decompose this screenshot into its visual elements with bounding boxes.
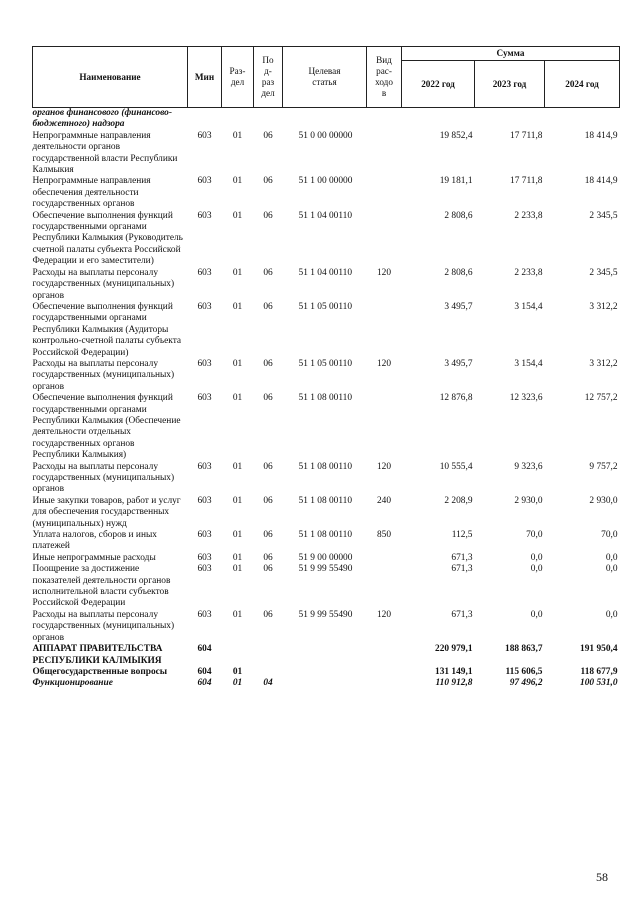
table-row	[33, 553, 620, 564]
row-value-2024: 2 345,5	[589, 267, 618, 278]
row-razdel: 01	[232, 495, 243, 506]
table-row	[33, 393, 620, 461]
header-min: Мин	[188, 47, 222, 108]
row-expense-type	[367, 667, 402, 678]
row-min: 603	[197, 176, 212, 187]
row-expense-type	[367, 211, 402, 268]
row-expense-type	[367, 553, 402, 564]
row-target-article: 51 0 00 00000	[298, 130, 353, 141]
row-value-2024: 3 312,2	[589, 301, 618, 312]
row-target-article: 51 1 05 00110	[298, 358, 353, 369]
row-razdel: 01	[232, 358, 243, 369]
row-min: 603	[197, 210, 212, 221]
header-razdel: Раз- дел	[222, 47, 254, 108]
row-min: 603	[197, 393, 212, 404]
row-expense-type: 120	[376, 267, 392, 278]
row-value-2024: 18 414,9	[584, 176, 618, 187]
row-value-2024: 9 757,2	[589, 461, 618, 472]
row-value-2023: 70,0	[526, 530, 543, 541]
row-value-2024: 100 531,0	[580, 678, 618, 689]
row-value-2022: 2 808,6	[444, 267, 473, 278]
header-year-2022: 2022 год	[402, 61, 475, 108]
row-podrazdel: 06	[263, 210, 273, 221]
row-value-2023: 2 233,8	[514, 267, 543, 278]
row-value-2024: 12 757,2	[584, 393, 618, 404]
row-name: Расходы на выплаты персоналу государственных (муниципальных) органов	[32, 358, 175, 392]
row-expense-type	[367, 131, 402, 177]
row-name: Уплата налогов, сборов и иных платежей	[32, 530, 157, 552]
row-target-article	[283, 108, 367, 131]
row-podrazdel: 06	[263, 267, 273, 278]
row-podrazdel: 04	[263, 678, 273, 689]
row-razdel: 01	[232, 552, 243, 563]
table-header	[33, 47, 620, 108]
row-expense-type: 120	[376, 609, 392, 620]
table-row	[33, 359, 620, 393]
row-podrazdel: 06	[263, 358, 273, 369]
row-value-2024: 0,0	[605, 609, 618, 620]
row-min: 604	[197, 666, 212, 677]
row-razdel: 01	[232, 666, 243, 677]
row-value-2022: 19 852,4	[439, 130, 473, 141]
row-value-2022: 220 979,1	[435, 644, 473, 655]
row-min: 603	[197, 358, 212, 369]
row-podrazdel: 06	[263, 495, 273, 506]
row-target-article: 51 1 00 00000	[298, 176, 353, 187]
row-min: 603	[197, 552, 212, 563]
header-target-article: Целевая статья	[283, 47, 367, 108]
row-podrazdel: 06	[263, 552, 273, 563]
row-value-2022: 19 181,1	[439, 176, 473, 187]
row-value-2024: 118 677,9	[580, 666, 618, 677]
row-razdel	[222, 644, 254, 667]
row-expense-type	[367, 644, 402, 667]
row-target-article: 51 1 05 00110	[298, 301, 353, 312]
row-value-2023: 0,0	[530, 552, 543, 563]
row-min: 603	[197, 609, 212, 620]
row-razdel: 01	[232, 130, 243, 141]
row-value-2023: 97 496,2	[509, 678, 543, 689]
row-value-2022: 131 149,1	[435, 666, 473, 677]
row-razdel: 01	[232, 609, 243, 620]
row-target-article: 51 9 99 55490	[298, 609, 353, 620]
row-target-article	[283, 644, 367, 667]
row-name: Непрограммные направления обеспечения деятельности государственных органов	[32, 176, 151, 210]
row-target-article	[283, 678, 367, 689]
row-expense-type: 850	[376, 530, 392, 541]
row-expense-type: 240	[376, 495, 392, 506]
row-min: 603	[197, 267, 212, 278]
row-podrazdel: 06	[263, 176, 273, 187]
row-razdel: 01	[232, 530, 243, 541]
table-row	[33, 302, 620, 359]
table-row	[33, 268, 620, 302]
header-year-2023: 2023 год	[475, 61, 545, 108]
row-value-2022: 3 495,7	[444, 301, 473, 312]
row-value-2024: 2 930,0	[589, 495, 618, 506]
page-number: 58	[596, 870, 608, 884]
row-value-2023: 188 863,7	[505, 644, 543, 655]
row-target-article: 51 9 99 55490	[298, 564, 353, 575]
table-row	[33, 610, 620, 644]
row-min: 603	[197, 530, 212, 541]
row-value-2023: 9 323,6	[514, 461, 543, 472]
table-row	[33, 462, 620, 496]
row-expense-type	[367, 176, 402, 210]
row-value-2022: 110 912,8	[435, 678, 473, 689]
row-name: Иные непрограммные расходы	[32, 552, 156, 563]
table-row	[33, 211, 620, 268]
row-target-article: 51 1 08 00110	[298, 461, 353, 472]
row-value-2022: 671,3	[451, 552, 473, 563]
table-row	[33, 644, 620, 667]
header-podrazdel: По д- раз дел	[254, 47, 283, 108]
row-podrazdel: 06	[263, 301, 273, 312]
row-value-2023: 3 154,4	[514, 358, 543, 369]
row-target-article	[283, 667, 367, 678]
row-value-2022: 2 208,9	[444, 495, 473, 506]
row-value-2022	[402, 108, 475, 131]
row-value-2023: 115 606,5	[505, 666, 543, 677]
row-min: 603	[197, 564, 212, 575]
row-name: Непрограммные направления деятельности органов государственной власти Республики Калмыкия	[32, 130, 178, 176]
row-razdel: 01	[232, 564, 243, 575]
row-target-article: 51 1 08 00110	[298, 393, 353, 404]
header-sum: Сумма	[402, 47, 620, 61]
row-value-2022: 12 876,8	[439, 393, 473, 404]
row-name: Общегосударственные вопросы	[32, 666, 168, 677]
row-value-2022: 3 495,7	[444, 358, 473, 369]
row-expense-type: 120	[376, 358, 392, 369]
row-name: Обеспечение выполнения функций государственными органами Республики Калмыкия (Руководитель счетной палаты субъекта Российской Федерации и его заместители)	[32, 210, 183, 267]
row-name: АППАРАТ ПРАВИТЕЛЬСТВА РЕСПУБЛИКИ КАЛМЫКИЯ	[32, 644, 163, 666]
row-value-2024: 0,0	[605, 564, 618, 575]
row-razdel: 01	[232, 176, 243, 187]
row-podrazdel: 06	[263, 530, 273, 541]
row-podrazdel: 06	[263, 130, 273, 141]
table-row	[33, 131, 620, 177]
row-expense-type	[367, 678, 402, 689]
row-value-2023: 3 154,4	[514, 301, 543, 312]
table-row	[33, 530, 620, 553]
row-value-2024: 0,0	[605, 552, 618, 563]
header-name: Наименование	[33, 47, 188, 108]
table-row	[33, 176, 620, 210]
row-min	[188, 108, 222, 131]
row-razdel: 01	[232, 678, 243, 689]
row-name: Расходы на выплаты персоналу государственных (муниципальных) органов	[32, 267, 175, 301]
row-razdel: 01	[232, 301, 243, 312]
row-name: Функционирование	[32, 678, 113, 689]
row-value-2023: 12 323,6	[509, 393, 543, 404]
row-podrazdel	[254, 644, 283, 667]
row-expense-type: 120	[376, 461, 392, 472]
row-name: органов финансового (финансово-бюджетного) надзора	[32, 108, 172, 130]
row-podrazdel: 06	[263, 609, 273, 620]
row-name: Расходы на выплаты персоналу государственных (муниципальных) органов	[32, 609, 175, 643]
row-razdel: 01	[232, 461, 243, 472]
row-podrazdel	[254, 108, 283, 131]
row-expense-type	[367, 108, 402, 131]
row-value-2023: 0,0	[530, 564, 543, 575]
row-razdel: 01	[232, 267, 243, 278]
header-year-2024: 2024 год	[545, 61, 620, 108]
row-value-2023: 2 930,0	[514, 495, 543, 506]
row-name: Поощрение за достижение показателей деятельности органов исполнительной власти субъектов Российской Федерации	[32, 564, 171, 609]
row-expense-type	[367, 393, 402, 461]
row-value-2024: 3 312,2	[589, 358, 618, 369]
row-value-2023: 17 711,8	[510, 176, 543, 187]
row-target-article: 51 9 00 00000	[298, 552, 353, 563]
row-target-article: 51 1 08 00110	[298, 530, 353, 541]
row-value-2023: 0,0	[530, 609, 543, 620]
row-razdel	[222, 108, 254, 131]
row-min: 603	[197, 301, 212, 312]
row-value-2022: 671,3	[451, 609, 473, 620]
row-value-2023: 2 233,8	[514, 210, 543, 221]
row-value-2022: 10 555,4	[439, 461, 473, 472]
row-podrazdel: 06	[263, 461, 273, 472]
row-value-2024: 70,0	[601, 530, 618, 541]
header-expense-type: Вид рас- ходо в	[367, 47, 402, 108]
row-name: Обеспечение выполнения функций государственными органами Республики Калмыкия (Аудиторы контрольно-счетной палаты субъекта Российской Федерации)	[32, 301, 182, 358]
row-podrazdel: 06	[263, 393, 273, 404]
row-name: Расходы на выплаты персоналу государственных (муниципальных) органов	[32, 461, 175, 495]
row-target-article: 51 1 04 00110	[298, 210, 353, 221]
row-value-2022: 112,5	[451, 530, 473, 541]
table-row	[33, 678, 620, 689]
row-value-2023: 17 711,8	[510, 130, 543, 141]
row-expense-type	[367, 564, 402, 610]
row-min: 603	[197, 461, 212, 472]
table-row	[33, 564, 620, 610]
row-name: Иные закупки товаров, работ и услуг для обеспечения государственных (муниципальных) нужд	[32, 495, 181, 529]
row-min: 604	[197, 678, 212, 689]
table-row	[33, 667, 620, 678]
row-value-2022: 2 808,6	[444, 210, 473, 221]
row-value-2022: 671,3	[451, 564, 473, 575]
table-row	[33, 496, 620, 530]
row-min: 603	[197, 130, 212, 141]
row-podrazdel: 06	[263, 564, 273, 575]
table-row	[33, 108, 620, 131]
row-target-article: 51 1 08 00110	[298, 495, 353, 506]
row-value-2023	[475, 108, 545, 131]
row-podrazdel	[254, 667, 283, 678]
row-min: 603	[197, 495, 212, 506]
row-min: 604	[197, 644, 212, 655]
row-value-2024: 18 414,9	[584, 130, 618, 141]
row-name: Обеспечение выполнения функций государственными органами Республики Калмыкия (Обеспечение деятельности отдельных государственных органов Республики Калмыкия)	[32, 393, 181, 461]
row-razdel: 01	[232, 393, 243, 404]
budget-table	[32, 46, 620, 690]
row-value-2024	[545, 108, 620, 131]
row-value-2024: 2 345,5	[589, 210, 618, 221]
table-body	[33, 108, 620, 690]
row-expense-type	[367, 302, 402, 359]
row-value-2024: 191 950,4	[580, 644, 618, 655]
row-razdel: 01	[232, 210, 243, 221]
row-target-article: 51 1 04 00110	[298, 267, 353, 278]
